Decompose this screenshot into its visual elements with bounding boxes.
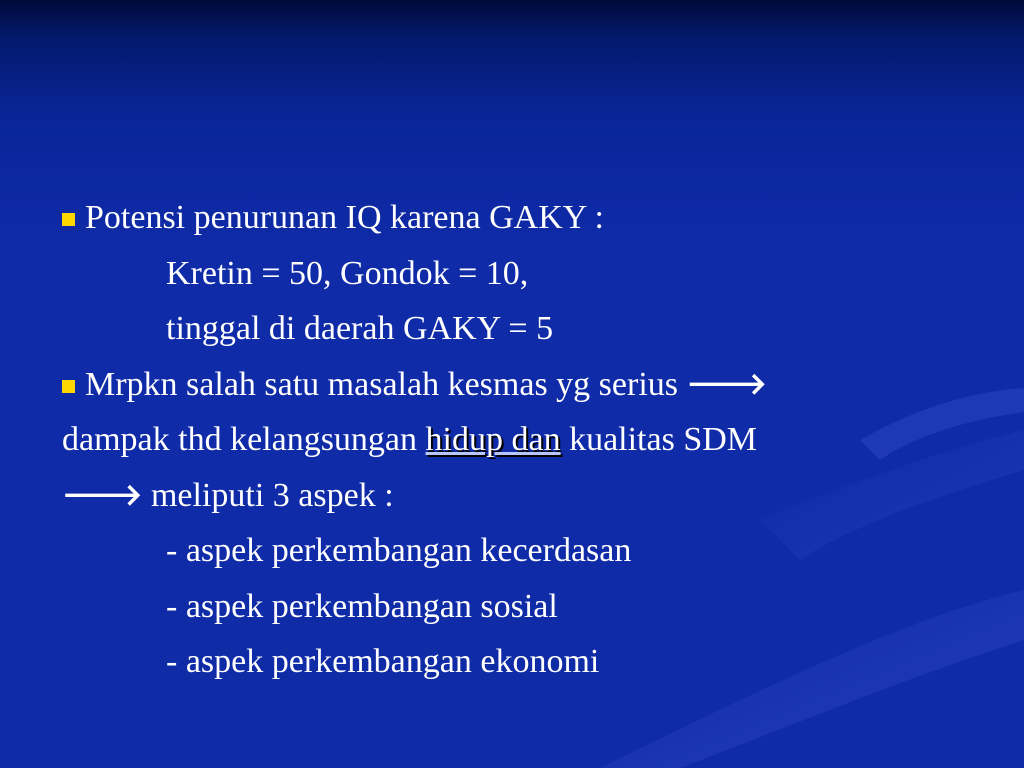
bullet-2-text: Mrpkn salah satu masalah kesmas yg serius <box>85 365 678 403</box>
aspect-item: - aspek perkembangan kecerdasan <box>166 532 632 569</box>
bullet-2-line-2 <box>62 412 982 468</box>
bullet-1-text: Potensi penurunan IQ karena GAKY : <box>85 199 604 236</box>
right-arrow-icon: 🡒 <box>62 477 143 513</box>
bullet-2-line-3 <box>62 468 982 524</box>
bullet-line-1 <box>62 190 982 246</box>
yellow-square-bullet-icon <box>62 213 75 226</box>
bullet-1-sub-line-2: tinggal di daerah GAKY = 5 <box>166 310 554 347</box>
bullet-1-sub-line-1: Kretin = 50, Gondok = 10, <box>166 254 529 292</box>
bullet-2-line-2-post: kualitas SDM <box>560 421 758 458</box>
right-arrow-icon: 🡒 <box>686 366 767 402</box>
bullet-2-line-3-text: meliputi 3 aspek : <box>142 476 394 514</box>
aspect-item: - aspek perkembangan sosial <box>166 587 558 625</box>
highlighted-phrase: hidup dan <box>425 421 561 458</box>
slide-body <box>62 190 982 690</box>
yellow-square-bullet-icon <box>62 380 75 393</box>
bullet-line-2 <box>62 357 982 413</box>
bullet-2-line-2-pre: dampak thd kelangsungan <box>62 421 426 458</box>
aspect-item: - aspek perkembangan ekonomi <box>166 643 600 680</box>
